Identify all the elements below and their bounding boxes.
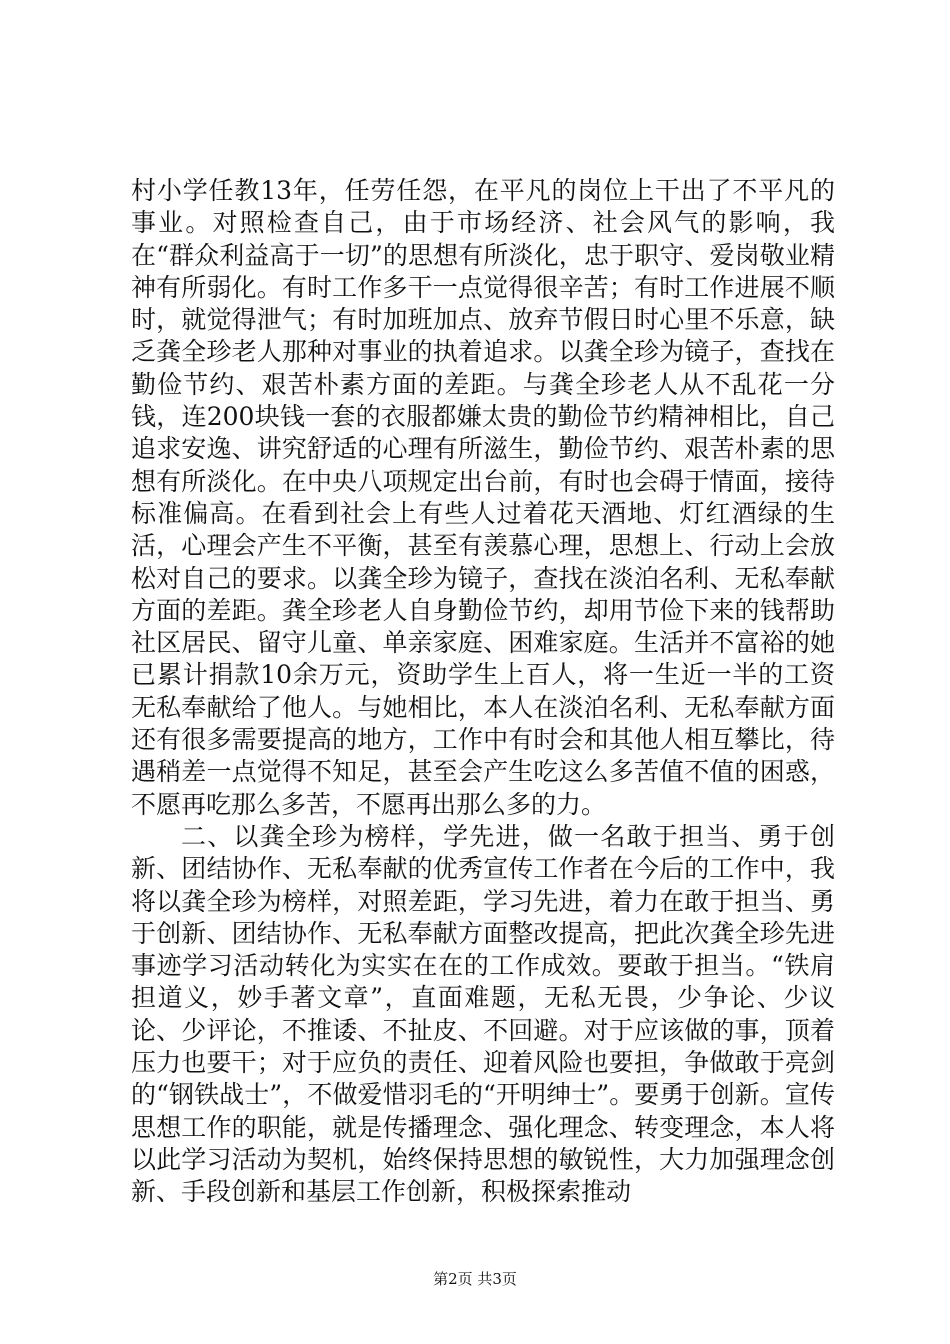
document-body [131, 175, 835, 1209]
page-number-footer: 第2页 共3页 [433, 1270, 517, 1288]
paragraph-2: 二、以龚全珍为榜样，学先进，做一名敢于担当、勇于创新、团结协作、无私奉献的优秀宣传工作者在今后的工作中，我将以龚全珍为榜样，对照差距，学习先进，着力在敢于担当、勇于创新、团结协作、无私奉献方面整改提高，把此次龚全珍先进事迹学习活动转化为实实在在的工作成效。要敢于担当。“铁肩担道义，妙手著文章”，直面难题，无私无畏，少争论、少议论、少评论，不推诿、不扯皮、不回避。对于应该做的事，顶着压力也要干；对于应负的责任、迎着风险也要担，争做敢于亮剑的“钢铁战士”，不做爱惜羽毛的“开明绅士”。要勇于创新。宣传思想工作的职能，就是传播理念、强化理念、转变理念，本人将以此学习活动为契机，始终保持思想的敏锐性，大力加强理念创新、手段创新和基层工作创新，积极探索推动 [131, 821, 835, 1207]
paragraph-1: 村小学任教13年，任劳任怨，在平凡的岗位上干出了不平凡的事业。对照检查自己，由于市场经济、社会风气的影响，我在“群众利益高于一切”的思想有所淡化，忠于职守、爱岗敬业精神有所弱化。有时工作多干一点觉得很辛苦；有时工作进展不顺时，就觉得泄气；有时加班加点、放弃节假日时心里不乐意，缺乏龚全珍老人那种对事业的执着追求。以龚全珍为镜子，查找在勤俭节约、艰苦朴素方面的差距。与龚全珍老人从不乱花一分钱，连200块钱一套的衣服都嫌太贵的勤俭节约精神相比，自己追求安逸、讲究舒适的心理有所滋生，勤俭节约、艰苦朴素的思想有所淡化。在中央八项规定出台前，有时也会碍于情面，接待标准偏高。在看到社会上有些人过着花天酒地、灯红酒绿的生活，心理会产生不平衡，甚至有羡慕心理，思想上、行动上会放松对自己的要求。以龚全珍为镜子，查找在淡泊名利、无私奉献方面的差距。龚全珍老人自身勤俭节约，却用节俭下来的钱帮助社区居民、留守儿童、单亲家庭、困难家庭。生活并不富裕的她已累计捐款10余万元，资助学生上百人，将一生近一半的工资无私奉献给了他人。与她相比，本人在淡泊名利、无私奉献方面还有很多需要提高的地方，工作中有时会和其他人相互攀比，待遇稍差一点觉得不知足，甚至会产生吃这么多苦值不值的困惑，不愿再吃那么多苦，不愿再出那么多的力。 [131, 176, 835, 819]
